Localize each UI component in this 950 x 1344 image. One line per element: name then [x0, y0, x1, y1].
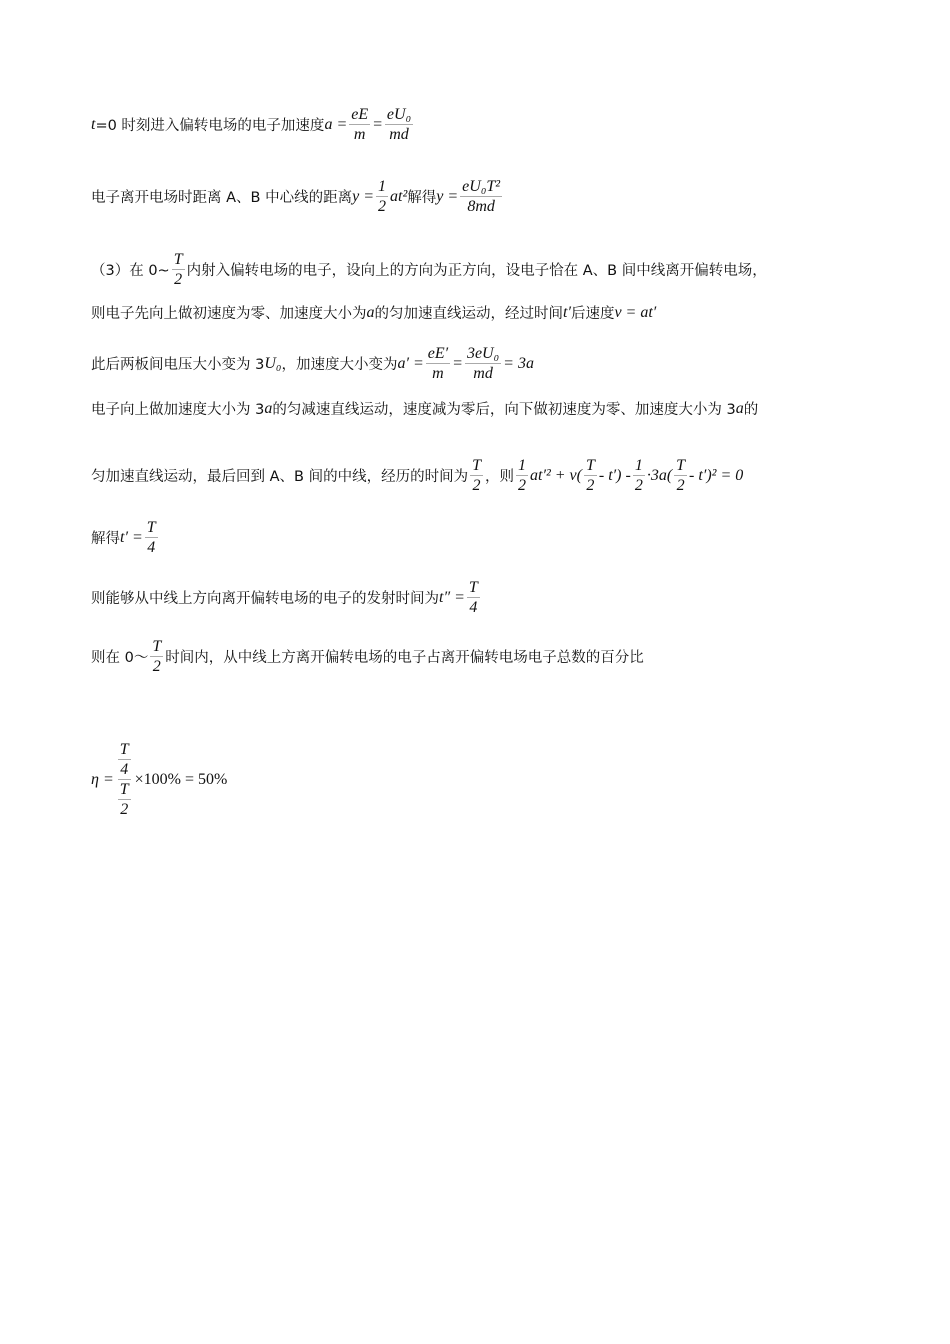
fraction	[465, 344, 501, 383]
math-expression: =	[452, 354, 463, 372]
text-line	[91, 250, 767, 289]
fraction-numerator: eU₀	[386, 106, 412, 123]
fraction-numerator: eU₀T²	[462, 178, 501, 195]
fraction-numerator: eE	[351, 106, 369, 123]
fraction-denominator: 4	[120, 761, 129, 778]
math-expression: at′² + v(	[530, 466, 582, 484]
math-expression: = 3a	[503, 354, 534, 372]
fraction-numerator: T	[119, 781, 129, 798]
fraction-denominator: 2	[378, 198, 386, 215]
fraction-denominator: 2	[676, 477, 685, 494]
text-segment: 的匀加速直线运动，经过时间	[374, 306, 563, 322]
fraction	[349, 105, 370, 144]
fraction	[376, 177, 388, 216]
fraction-numerator: 1	[378, 178, 386, 195]
math-expression: a	[264, 399, 273, 417]
text-segment: 的	[743, 402, 759, 418]
fraction	[633, 456, 645, 495]
text-line	[91, 105, 415, 144]
fraction-denominator: m	[432, 365, 444, 382]
math-expression: U₀	[264, 354, 282, 372]
fraction-denominator: 4	[469, 599, 478, 616]
fraction-denominator: m	[353, 126, 366, 143]
text-line	[91, 456, 743, 495]
text-segment: ，加速度大小变为	[281, 357, 398, 373]
fraction-numerator: T	[585, 457, 595, 474]
fraction	[460, 177, 502, 216]
fraction-numerator: 1	[518, 457, 526, 474]
fraction-denominator: 2	[518, 477, 526, 494]
text-segment: 电子向上做加速度大小为 3	[91, 402, 265, 418]
math-expression: a′ =	[397, 354, 424, 372]
fraction	[385, 105, 413, 144]
math-expression: ×100% = 50%	[134, 770, 228, 788]
math-expression: t′ =	[120, 528, 143, 546]
text-segment: 电子离开电场时距离 A、B 中心线的距离	[91, 190, 353, 206]
fraction-numerator: 1	[634, 457, 643, 474]
fraction	[172, 250, 185, 289]
text-segment: 此后两板间电压大小变为 3	[91, 357, 265, 373]
fraction	[467, 578, 480, 617]
text-line	[91, 740, 227, 819]
fraction-numerator: eE′	[427, 345, 449, 362]
text-segment: 内射入偏转电场的电子，设向上的方向为正方向，设电子恰在 A、B 间中线离开偏转电场，	[186, 263, 767, 279]
math-expression: - t′)² = 0	[689, 466, 744, 484]
fraction	[145, 518, 158, 557]
fraction	[516, 456, 528, 495]
fraction	[150, 637, 163, 676]
fraction-denominator: 2	[174, 271, 183, 288]
text-segment: 解得	[91, 531, 120, 547]
fraction	[426, 344, 450, 383]
math-expression: y =	[436, 187, 459, 205]
fraction-denominator: 2	[586, 477, 595, 494]
text-line	[91, 518, 160, 557]
math-expression: t″ =	[439, 588, 465, 606]
compound-fraction	[116, 740, 133, 819]
text-segment: 则在 0～	[91, 650, 149, 666]
text-segment: 后速度	[570, 306, 615, 322]
text-segment: 时间内，从中线上方离开偏转电场的电子占离开偏转电场电子总数的百分比	[165, 650, 644, 666]
fraction-numerator: T	[468, 579, 478, 596]
text-segment: （3）在 0~	[91, 263, 170, 279]
math-expression: η =	[91, 770, 114, 788]
math-expression: y =	[352, 187, 374, 205]
math-expression: a =	[324, 115, 348, 133]
text-segment: ，则	[485, 469, 514, 485]
math-expression: a	[735, 399, 744, 417]
fraction-numerator: T	[119, 741, 129, 758]
math-expression: ·3a(	[646, 466, 673, 484]
text-line	[91, 398, 758, 419]
text-segment: =0 时刻进入偏转电场的电子加速度	[95, 118, 325, 134]
fraction-numerator: T	[146, 519, 156, 536]
fraction	[470, 456, 483, 495]
text-segment: 匀加速直线运动，最后回到 A、B 间的中线，经历的时间为	[91, 469, 469, 485]
fraction	[584, 456, 597, 495]
math-expression: a	[366, 303, 375, 321]
math-expression: v = at′	[614, 303, 657, 321]
text-segment: 则能够从中线上方向离开偏转电场的电子的发射时间为	[91, 591, 439, 607]
math-expression: =	[372, 115, 383, 133]
fraction	[674, 456, 687, 495]
text-line	[91, 578, 482, 617]
text-segment: 则电子先向上做初速度为零、加速度大小为	[91, 306, 367, 322]
fraction-numerator: 3eU₀	[466, 345, 500, 362]
text-line	[91, 302, 656, 323]
math-expression: t′	[563, 303, 571, 321]
text-segment: 的匀减速直线运动，速度减为零后，向下做初速度为零、加速度大小为 3	[272, 402, 736, 418]
math-expression: at²	[390, 187, 408, 205]
fraction-denominator: 2	[120, 801, 129, 818]
text-line	[91, 177, 504, 216]
text-segment: 解得	[407, 190, 437, 206]
fraction	[118, 740, 131, 780]
math-expression: t	[91, 115, 96, 133]
fraction-denominator: 2	[152, 658, 161, 675]
text-line	[91, 637, 644, 676]
text-line	[91, 344, 534, 383]
fraction-denominator: 2	[634, 477, 643, 494]
fraction-numerator: T	[173, 251, 183, 268]
fraction-numerator: T	[152, 638, 162, 655]
math-expression: - t′) -	[598, 466, 631, 484]
fraction	[118, 780, 131, 819]
fraction-denominator: md	[389, 126, 409, 143]
fraction-numerator: T	[472, 457, 481, 474]
fraction-denominator: 2	[472, 477, 481, 494]
fraction-denominator: md	[473, 365, 493, 382]
fraction-denominator: 8md	[467, 198, 495, 215]
fraction-denominator: 4	[147, 539, 156, 556]
fraction-numerator: T	[676, 457, 686, 474]
